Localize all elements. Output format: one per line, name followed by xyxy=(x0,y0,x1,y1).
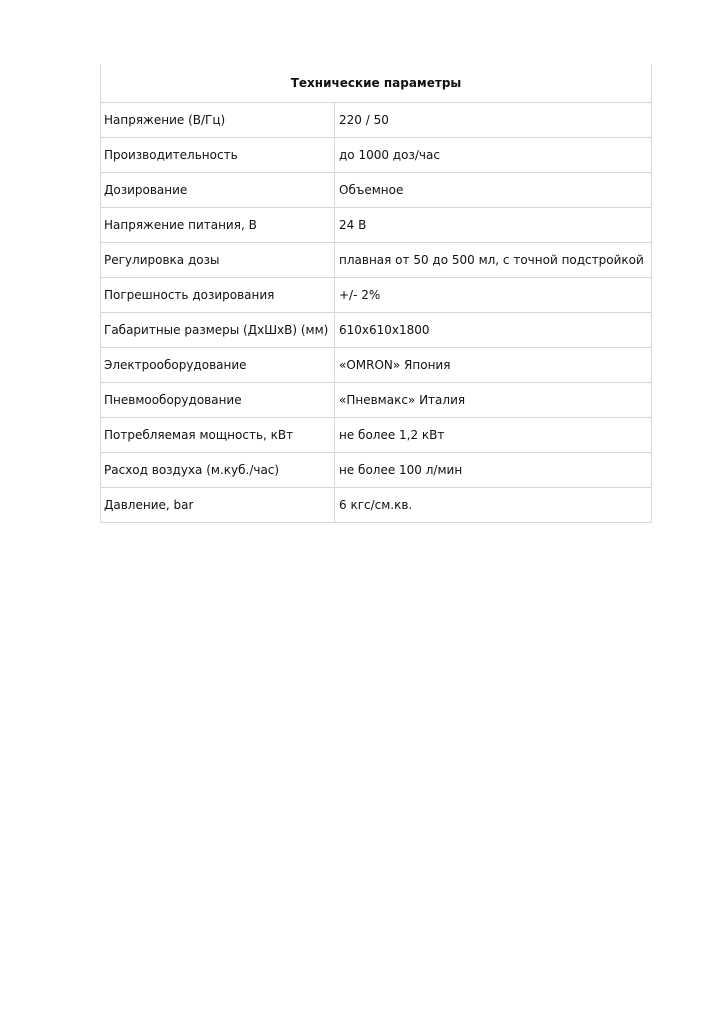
param-value: 220 / 50 xyxy=(335,103,652,138)
table-row xyxy=(101,103,652,138)
param-value: плавная от 50 до 500 мл, с точной подстройкой xyxy=(335,243,652,278)
table-header-row xyxy=(101,64,652,103)
param-value: 24 В xyxy=(335,208,652,243)
param-name: Погрешность дозирования xyxy=(101,278,335,313)
table-row xyxy=(101,418,652,453)
param-name: Давление, bar xyxy=(101,488,335,523)
table-row xyxy=(101,208,652,243)
param-name: Напряжение питания, В xyxy=(101,208,335,243)
table-row xyxy=(101,278,652,313)
param-name: Регулировка дозы xyxy=(101,243,335,278)
table-row xyxy=(101,488,652,523)
specifications-table xyxy=(100,64,652,523)
param-name: Расход воздуха (м.куб./час) xyxy=(101,453,335,488)
param-name: Производительность xyxy=(101,138,335,173)
table-row xyxy=(101,138,652,173)
param-name: Напряжение (В/Гц) xyxy=(101,103,335,138)
param-value: 6 кгс/см.кв. xyxy=(335,488,652,523)
param-name: Габаритные размеры (ДхШхВ) (мм) xyxy=(101,313,335,348)
table-row xyxy=(101,243,652,278)
param-value: 610х610х1800 xyxy=(335,313,652,348)
param-name: Дозирование xyxy=(101,173,335,208)
param-name: Пневмооборудование xyxy=(101,383,335,418)
param-value: «OMRON» Япония xyxy=(335,348,652,383)
param-value: +/- 2% xyxy=(335,278,652,313)
param-value: не более 100 л/мин xyxy=(335,453,652,488)
param-value: до 1000 доз/час xyxy=(335,138,652,173)
table-title: Технические параметры xyxy=(101,64,652,103)
table-row xyxy=(101,453,652,488)
param-value: «Пневмакс» Италия xyxy=(335,383,652,418)
table-row xyxy=(101,173,652,208)
table-row xyxy=(101,313,652,348)
param-value: Объемное xyxy=(335,173,652,208)
table-row xyxy=(101,383,652,418)
table-row xyxy=(101,348,652,383)
param-name: Электрооборудование xyxy=(101,348,335,383)
param-value: не более 1,2 кВт xyxy=(335,418,652,453)
param-name: Потребляемая мощность, кВт xyxy=(101,418,335,453)
